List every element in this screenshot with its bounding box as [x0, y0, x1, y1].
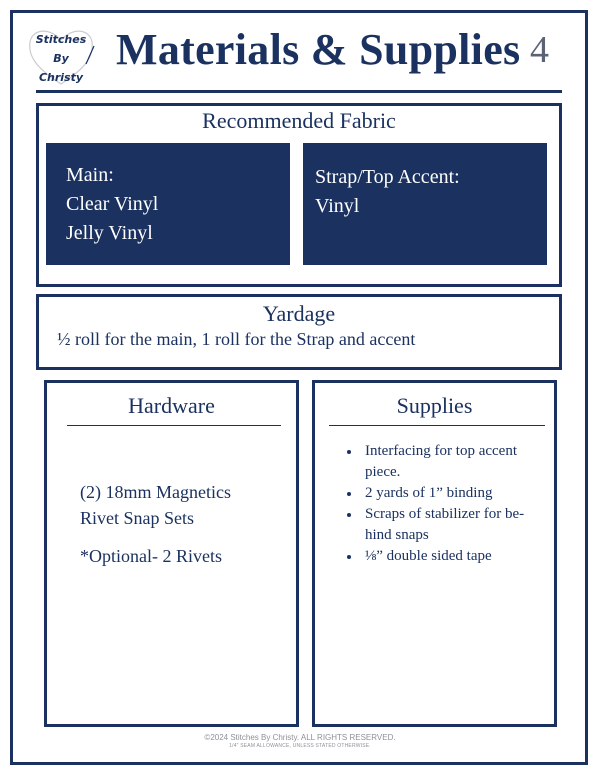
stitches-by-christy-logo — [26, 24, 96, 88]
yardage-heading: Yardage — [262, 301, 336, 326]
footer-seam-note: 1/4" SEAM ALLOWANCE, UNLESS STATED OTHERWISE. — [229, 743, 371, 749]
main-fabric-item: Jelly Vinyl — [66, 222, 153, 244]
hardware-item: *Optional- 2 Rivets — [80, 546, 222, 566]
hardware-section — [44, 380, 299, 727]
strap-accent-fabric-panel — [303, 143, 547, 265]
recommended-fabric-section — [36, 103, 562, 287]
supplies-list — [343, 441, 548, 567]
supplies-heading: Supplies — [396, 393, 473, 418]
logo-line-2: By — [53, 52, 69, 65]
supplies-list-item: ⅛” double sided tape — [343, 546, 548, 567]
supplies-divider — [329, 425, 545, 426]
supplies-list-item: Scraps of stabilizer for be-hind snaps — [343, 504, 548, 546]
page-title: Materials & Supplies — [116, 25, 521, 74]
main-fabric-label: Main: — [66, 164, 114, 186]
strap-accent-label: Strap/Top Accent: — [315, 166, 460, 188]
strap-accent-item: Vinyl — [315, 195, 360, 217]
recommended-fabric-heading: Recommended Fabric — [202, 108, 396, 133]
hardware-item: (2) 18mm Magnetics Rivet Snap Sets — [80, 482, 231, 528]
yardage-text: ½ roll for the main, 1 roll for the Strap and accent — [57, 329, 416, 349]
supplies-list-item: 2 yards of 1” binding — [343, 483, 548, 504]
yardage-section — [36, 294, 562, 370]
main-fabric-panel — [46, 143, 290, 265]
hardware-divider — [67, 425, 281, 426]
supplies-list-item: Interfacing for top accent piece. — [343, 441, 548, 483]
title-divider — [36, 90, 562, 93]
main-fabric-item: Clear Vinyl — [66, 193, 159, 215]
page-number: 4 — [530, 29, 549, 71]
supplies-section — [312, 380, 557, 727]
hardware-heading: Hardware — [128, 393, 215, 418]
logo-line-1: Stitches — [35, 33, 87, 46]
logo-line-3: Christy — [38, 71, 84, 84]
footer-copyright: ©2024 Stitches By Christy. ALL RIGHTS RESERVED. — [204, 733, 396, 742]
